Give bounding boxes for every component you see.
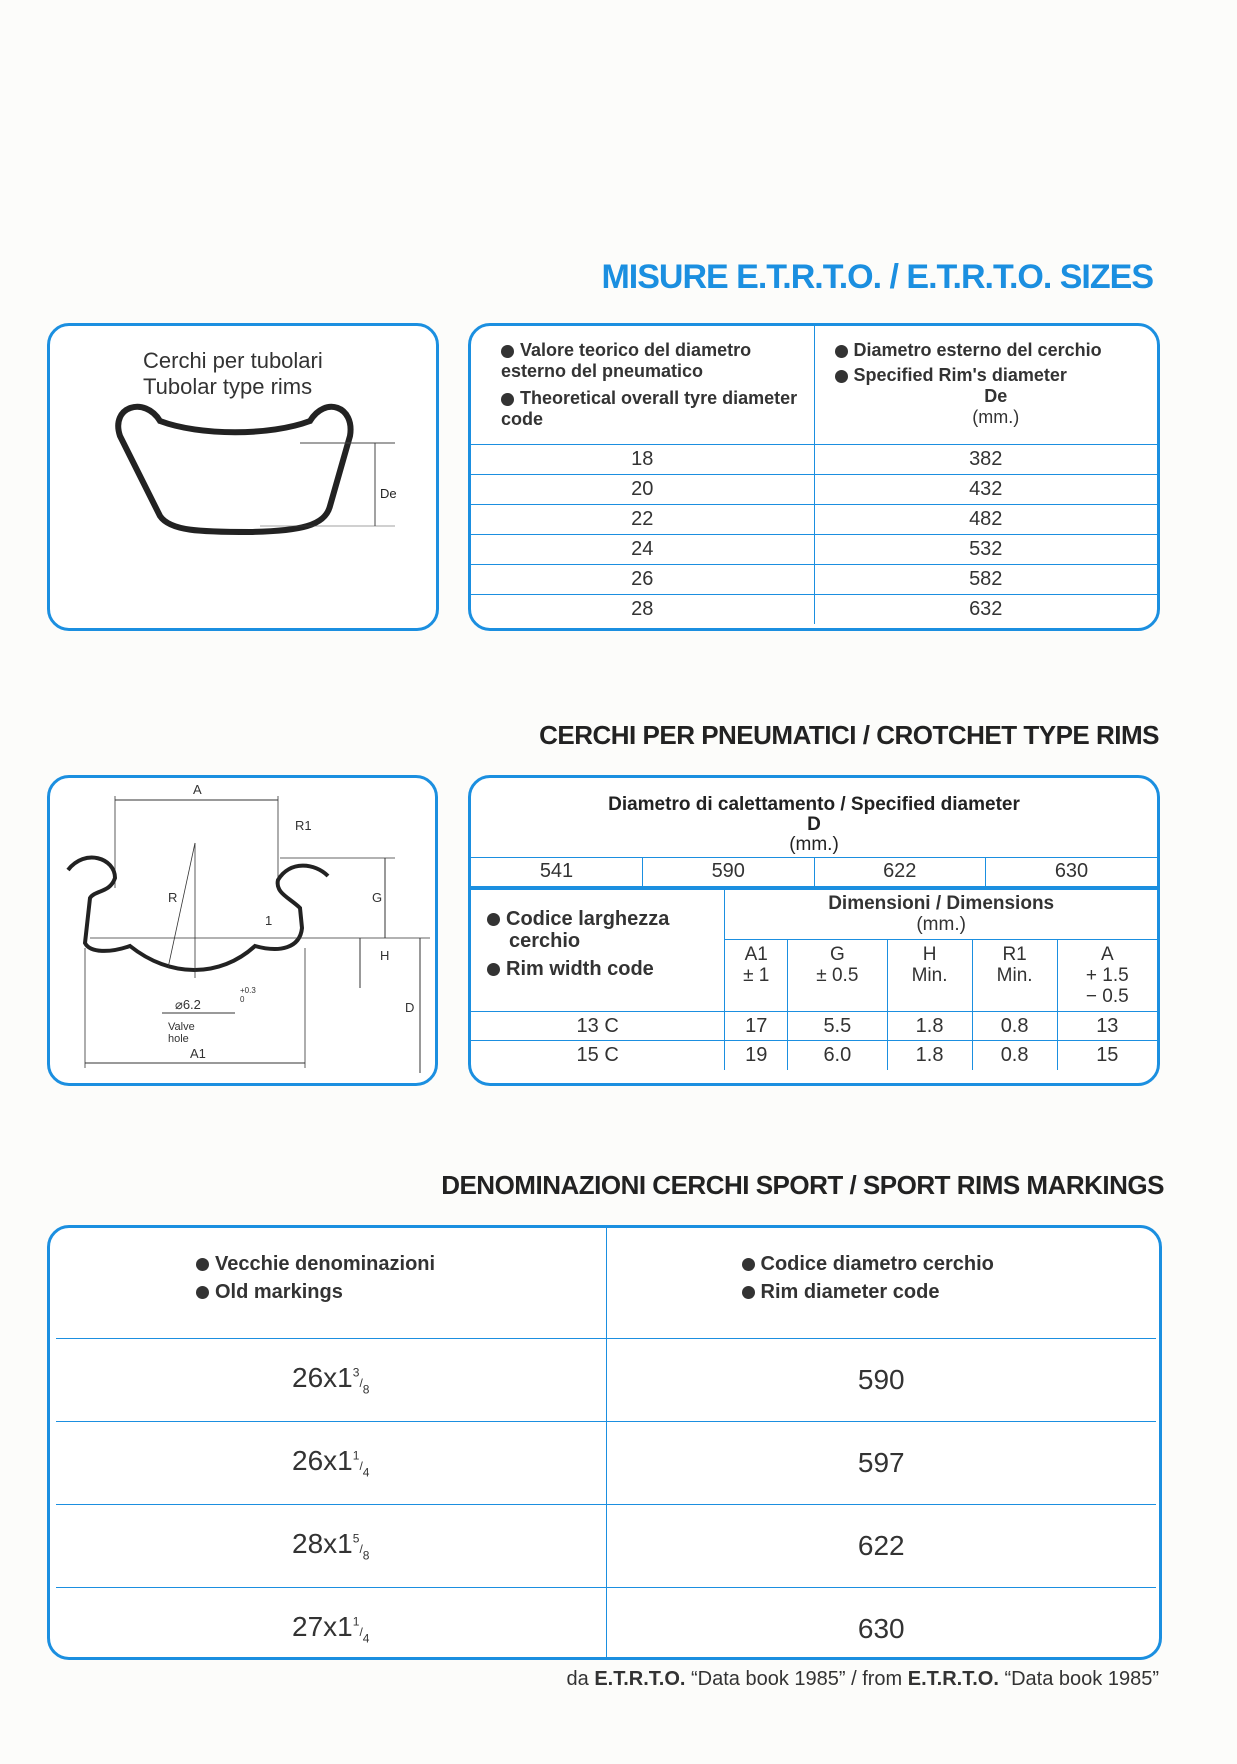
de-dim-label: De — [380, 486, 397, 501]
crotchet-rim-drawing — [50, 778, 438, 1086]
label-1: 1 — [265, 913, 273, 928]
table-cell: 482 — [814, 504, 1157, 534]
crotchet-heading: CERCHI PER PNEUMATICI / CROTCHET TYPE RIMS — [539, 720, 1159, 750]
tubular-table — [471, 326, 1157, 624]
old-marking: $26x1^1/_4$ — [292, 1445, 370, 1480]
label-tol: +0.3 0 — [240, 986, 256, 1004]
diameter-row — [471, 857, 1157, 890]
label-d: D — [405, 1000, 415, 1015]
table-cell: 28 — [631, 597, 654, 620]
table-row — [471, 564, 1157, 594]
col2-it: Diametro esterno del cerchio — [835, 340, 1158, 361]
table-row — [56, 1504, 1156, 1587]
table-row — [56, 1338, 1156, 1421]
table-cell: 541 — [539, 860, 574, 883]
dimensions-table — [471, 890, 1157, 1070]
table-cell: 0.8 — [972, 1012, 1057, 1041]
diam-title: Diametro di calettamento / Specified diameter — [608, 794, 1020, 815]
table-cell: 22 — [631, 507, 654, 530]
rim-code: 590 — [606, 1338, 1156, 1421]
table-cell: 6.0 — [788, 1041, 887, 1070]
old-marking: $28x1^5/_8$ — [292, 1528, 370, 1563]
table-cell: 15 — [1057, 1041, 1157, 1070]
dimension-column-header: R1 Min. — [972, 940, 1057, 1012]
col2-unit: (mm.) — [972, 407, 1020, 427]
crotchet-diagram-box — [47, 775, 438, 1086]
label-a1: A1 — [190, 1046, 206, 1061]
dimension-column-header: G ± 0.5 — [788, 940, 887, 1012]
table-cell: 382 — [814, 444, 1157, 474]
code-en: Rim width code — [487, 958, 724, 980]
table-row — [471, 444, 1157, 474]
table-row — [56, 1587, 1156, 1660]
rim-code: 597 — [606, 1421, 1156, 1504]
label-a: A — [193, 782, 202, 797]
table-cell: 1.8 — [887, 1041, 972, 1070]
source-note: da E.T.R.T.O. “Data book 1985” / from E.T.R.T.O. “Data book 1985” — [566, 1668, 1159, 1690]
dimension-column-header: A1 ± 1 — [725, 940, 788, 1012]
table-cell: 0.8 — [972, 1041, 1057, 1070]
table-row — [471, 594, 1157, 624]
old-marking: $27x1^1/_4$ — [292, 1611, 370, 1647]
table-cell: 15 C — [576, 1043, 619, 1066]
sport-heading: DENOMINAZIONI CERCHI SPORT / SPORT RIMS MARKINGS — [441, 1170, 1164, 1200]
table-cell: 582 — [814, 564, 1157, 594]
table-row — [471, 504, 1157, 534]
table-cell: 18 — [631, 447, 654, 470]
table-cell: 622 — [814, 858, 986, 888]
label-hole: ⌀6.2 — [175, 997, 201, 1012]
sport-table — [56, 1228, 1156, 1660]
label-r: R — [168, 890, 178, 905]
tubular-diagram-box — [47, 323, 439, 631]
label-valve: Valve hole — [168, 1021, 195, 1045]
table-row — [471, 1041, 1157, 1070]
sport-col1-it: Vecchie denominazioni — [196, 1250, 606, 1278]
sport-col2-en: Rim diameter code — [742, 1278, 1157, 1306]
table-row — [56, 1421, 1156, 1504]
col2-symbol: De — [984, 386, 1008, 406]
table-cell: 24 — [631, 537, 654, 560]
label-r1: R1 — [295, 818, 312, 833]
label-g: G — [372, 890, 383, 905]
sport-col2-it: Codice diametro cerchio — [742, 1250, 1157, 1278]
col1-en: Theoretical overall tyre diameter code — [501, 388, 798, 429]
tubular-label-it: Cerchi per tubolari — [143, 348, 323, 373]
table-cell: 532 — [814, 534, 1157, 564]
table-cell: 1.8 — [887, 1012, 972, 1041]
tubular-table-box — [468, 323, 1160, 631]
col1-it: Valore teorico del diametro esterno del pneumatico — [501, 340, 752, 381]
sport-table-box — [47, 1225, 1162, 1660]
col2-en: Specified Rim's diameter — [835, 365, 1158, 386]
table-cell: 19 — [725, 1041, 788, 1070]
table-cell: 13 C — [576, 1014, 619, 1037]
old-marking: $26x1^3/_8$ — [292, 1362, 370, 1397]
rim-code: 630 — [606, 1587, 1156, 1660]
code-it: Codice larghezza cerchio — [487, 908, 724, 952]
tubular-rim-drawing — [50, 326, 439, 631]
sport-col1-en: Old markings — [196, 1278, 606, 1306]
tubular-label-en: Tubolar type rims — [143, 374, 313, 399]
table-row — [471, 1012, 1157, 1041]
table-row — [471, 534, 1157, 564]
table-cell: 632 — [814, 594, 1157, 624]
table-cell: 13 — [1057, 1012, 1157, 1041]
page-title: MISURE E.T.R.T.O. / E.T.R.T.O. SIZES — [601, 258, 1153, 296]
table-cell: 17 — [725, 1012, 788, 1041]
table-row — [471, 474, 1157, 504]
table-cell: 590 — [643, 858, 815, 888]
dimension-column-header: H Min. — [887, 940, 972, 1012]
table-cell: 630 — [986, 858, 1158, 888]
rim-code: 622 — [606, 1504, 1156, 1587]
dimension-column-header: A + 1.5 − 0.5 — [1057, 940, 1157, 1012]
table-cell: 432 — [814, 474, 1157, 504]
table-cell: 20 — [631, 477, 654, 500]
label-h: H — [380, 948, 390, 963]
dims-title: Dimensioni / Dimensions — [828, 893, 1055, 915]
table-cell: 26 — [631, 567, 654, 590]
diam-unit: (mm.) — [789, 834, 839, 855]
table-cell: 5.5 — [788, 1012, 887, 1041]
dims-unit: (mm.) — [916, 914, 966, 936]
crotchet-table-box — [468, 775, 1160, 1086]
diam-symbol: D — [807, 814, 821, 835]
